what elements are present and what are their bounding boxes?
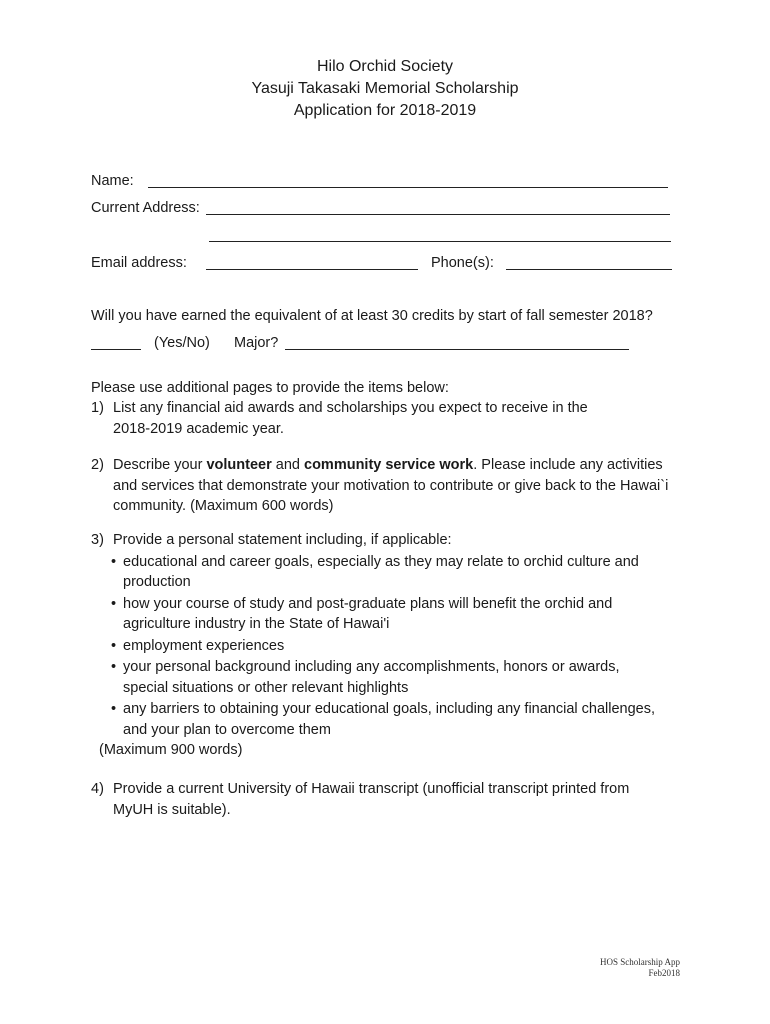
yes-no-label: (Yes/No) bbox=[154, 335, 210, 351]
footer-date: Feb2018 bbox=[648, 968, 680, 978]
email-label: Email address: bbox=[91, 255, 187, 271]
item-text bbox=[113, 455, 683, 517]
bullet-text: any barriers to obtaining your educational goals, including any financial challenges, and your plan to overcome them bbox=[123, 701, 656, 738]
instruction-item-3 bbox=[91, 530, 691, 761]
bullet-dot-icon: • bbox=[111, 637, 117, 654]
address-label: Current Address: bbox=[91, 200, 200, 216]
phone-field[interactable] bbox=[506, 269, 672, 270]
max-words-note: (Maximum 900 words) bbox=[99, 742, 243, 758]
society-name: Hilo Orchid Society bbox=[316, 58, 454, 75]
credits-question: Will you have earned the equivalent of at least 30 credits by start of fall semester 2018? bbox=[91, 308, 653, 324]
bold-community-service: community service work bbox=[304, 457, 474, 473]
bullet-item bbox=[111, 636, 683, 657]
bullet-item bbox=[111, 552, 683, 593]
yes-no-field[interactable] bbox=[91, 349, 141, 350]
item-text-part: . Please include any activities and services that demonstrate your motivation to contribute or give back to the Hawai`i community. (Maximum 600 words) bbox=[113, 457, 669, 514]
bullet-dot-icon: • bbox=[111, 701, 117, 717]
bullet-text: employment experiences bbox=[123, 637, 285, 654]
major-field[interactable] bbox=[285, 349, 629, 350]
bold-volunteer: volunteer bbox=[206, 457, 272, 473]
bullet-item bbox=[111, 699, 683, 740]
item-number: 1) bbox=[91, 400, 104, 416]
item-text: Provide a personal statement including, if applicable: bbox=[113, 532, 452, 548]
document-title bbox=[0, 56, 770, 122]
item-text-part: Describe your bbox=[113, 457, 207, 473]
bullet-text: how your course of study and post-graduate plans will benefit the orchid and agriculture industry in the State of Hawai'i bbox=[123, 595, 613, 632]
application-year: Application for 2018-2019 bbox=[293, 102, 477, 119]
bullet-text: your personal background including any accomplishments, honors or awards, special situations or other relevant highlights bbox=[123, 659, 620, 696]
name-field[interactable] bbox=[148, 187, 668, 188]
bullet-text: educational and career goals, especially as they may relate to orchid culture and production bbox=[123, 553, 639, 590]
instruction-item-4 bbox=[91, 779, 691, 820]
scholarship-name: Yasuji Takasaki Memorial Scholarship bbox=[251, 80, 519, 97]
bullet-dot-icon: • bbox=[111, 595, 117, 612]
page-footer bbox=[600, 957, 680, 979]
footer-label: HOS Scholarship App bbox=[599, 957, 680, 967]
address-field-line2[interactable] bbox=[209, 241, 671, 242]
item-text: List any financial aid awards and scholarships you expect to receive in the 2018-2019 academic year. bbox=[113, 400, 588, 437]
instruction-item-2 bbox=[91, 455, 691, 517]
address-field-line1[interactable] bbox=[206, 214, 670, 215]
phone-label: Phone(s): bbox=[431, 255, 494, 271]
item-number: 3) bbox=[91, 532, 104, 548]
item-number: 2) bbox=[91, 457, 104, 473]
bullet-item bbox=[111, 594, 683, 635]
instruction-item-1 bbox=[91, 398, 651, 439]
instructions-intro: Please use additional pages to provide the items below: bbox=[91, 380, 449, 396]
item-text: Provide a current University of Hawaii transcript (unofficial transcript printed from MyUH is suitable). bbox=[113, 781, 630, 818]
bullet-dot-icon: • bbox=[111, 553, 117, 570]
email-field[interactable] bbox=[206, 269, 418, 270]
bullet-item bbox=[111, 657, 663, 698]
name-label: Name: bbox=[91, 173, 134, 189]
item-text-part: and bbox=[271, 457, 304, 473]
item-number: 4) bbox=[91, 781, 104, 797]
major-label: Major? bbox=[234, 335, 279, 351]
bullet-dot-icon: • bbox=[111, 659, 117, 675]
